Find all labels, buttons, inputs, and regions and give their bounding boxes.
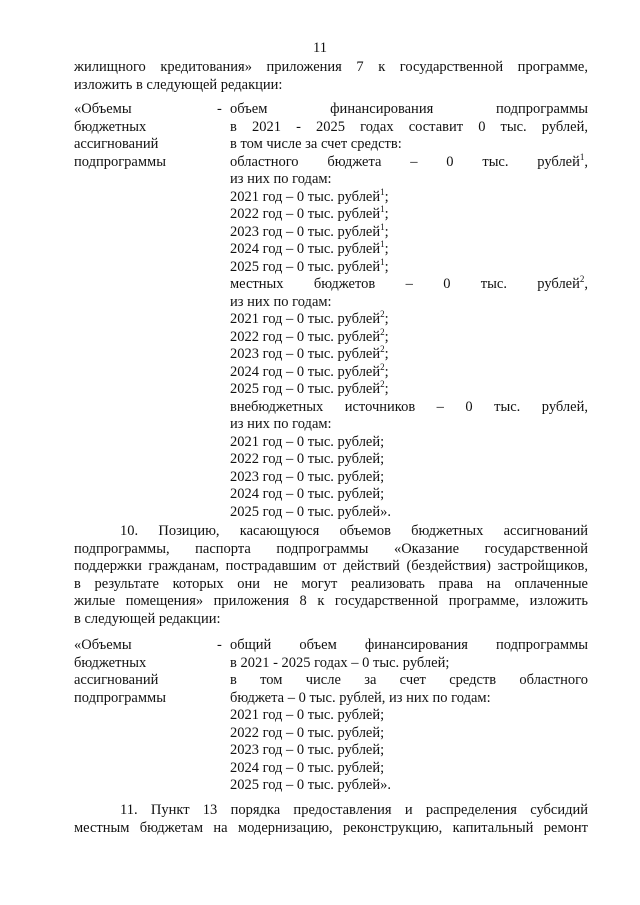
value-line: 2022 год – 0 тыс. рублей$^2$; xyxy=(230,326,389,345)
separator-dash: - xyxy=(217,637,222,653)
paragraph-line: поддержки гражданам, пострадавшим от действий (бездействия) застройщиков, xyxy=(74,558,588,574)
label-line: подпрограммы xyxy=(74,153,166,170)
funding-label xyxy=(74,637,214,707)
funding-values xyxy=(230,101,588,521)
paragraph-10 xyxy=(74,523,588,628)
value-line: 2021 год – 0 тыс. рублей; xyxy=(230,433,385,450)
value-line: 2022 год – 0 тыс. рублей; xyxy=(230,451,385,467)
intro-line: жилищного кредитования» приложения 7 к государственной программе, xyxy=(74,59,588,75)
value-line: 2024 год – 0 тыс. рублей; xyxy=(230,759,385,776)
paragraph-line: подпрограммы, паспорта подпрограммы «Оказание государственной xyxy=(74,540,588,557)
value-line: 2025 год – 0 тыс. рублей$^2$; xyxy=(230,379,389,397)
label-line: ассигнований xyxy=(74,672,159,688)
value-line: объем финансирования подпрограммы xyxy=(230,101,588,117)
value-line: областного бюджета – 0 тыс. рублей$^1$, xyxy=(230,151,588,170)
funding-table-7 xyxy=(74,101,588,521)
value-line: бюджета – 0 тыс. рублей, из них по годам: xyxy=(230,689,491,706)
value-line: в 2021 - 2025 годах составит 0 тыс. рублей, xyxy=(230,118,588,135)
value-line: 2023 год – 0 тыс. рублей; xyxy=(230,468,385,485)
value-line: в том числе за счет средств: xyxy=(230,136,402,152)
value-line: общий объем финансирования подпрограммы xyxy=(230,637,588,653)
paragraph-line: в результате которых они не могут реализовать права на оплаченные xyxy=(74,575,588,592)
paragraph-line: в следующей редакции: xyxy=(74,610,221,627)
value-line: из них по годам: xyxy=(230,416,332,432)
funding-label xyxy=(74,101,214,171)
page-number: 11 xyxy=(313,40,327,56)
paragraph-line: жилые помещения» приложения 8 к государственной программе, изложить xyxy=(74,593,588,609)
intro-paragraph xyxy=(74,59,588,94)
value-line: 2024 год – 0 тыс. рублей$^1$; xyxy=(230,239,389,257)
paragraph-line: 10. Позицию, касающуюся объемов бюджетных ассигнований xyxy=(120,523,588,539)
value-line: 2025 год – 0 тыс. рублей». xyxy=(230,503,392,520)
value-line: 2021 год – 0 тыс. рублей$^1$; xyxy=(230,186,389,205)
label-line: бюджетных xyxy=(74,118,147,135)
paragraph-line: 11. Пункт 13 порядка предоставления и распределения субсидий xyxy=(120,802,588,818)
value-line: 2022 год – 0 тыс. рублей$^1$; xyxy=(230,204,389,222)
value-line: 2024 год – 0 тыс. рублей$^2$; xyxy=(230,361,389,380)
intro-line: изложить в следующей редакции: xyxy=(74,76,283,93)
value-line: в 2021 - 2025 годах – 0 тыс. рублей; xyxy=(230,654,450,671)
label-line: «Объемы xyxy=(74,637,132,653)
value-line: в том числе за счет средств областного xyxy=(230,672,588,688)
value-line: 2022 год – 0 тыс. рублей; xyxy=(230,724,385,741)
value-line: из них по годам: xyxy=(230,171,332,187)
label-line: подпрограммы xyxy=(74,689,166,706)
funding-values xyxy=(230,637,588,795)
paragraph-11 xyxy=(74,802,588,837)
value-line: 2024 год – 0 тыс. рублей; xyxy=(230,486,385,502)
value-line: 2025 год – 0 тыс. рублей». xyxy=(230,777,392,793)
value-line: 2023 год – 0 тыс. рублей$^2$; xyxy=(230,344,389,362)
value-line: 2025 год – 0 тыс. рублей$^1$; xyxy=(230,256,389,275)
label-line: «Объемы xyxy=(74,101,132,117)
value-line: 2021 год – 0 тыс. рублей$^2$; xyxy=(230,309,389,327)
separator-dash: - xyxy=(217,101,222,117)
paragraph-line: местным бюджетам на модернизацию, реконструкцию, капитальный ремонт xyxy=(74,819,588,836)
funding-table-8 xyxy=(74,637,588,797)
value-line: из них по годам: xyxy=(230,293,332,310)
value-line: 2023 год – 0 тыс. рублей$^1$; xyxy=(230,221,389,240)
value-line: 2023 год – 0 тыс. рублей; xyxy=(230,742,385,758)
value-line: местных бюджетов – 0 тыс. рублей$^2$, xyxy=(230,274,588,292)
value-line: внебюджетных источников – 0 тыс. рублей, xyxy=(230,398,588,415)
label-line: ассигнований xyxy=(74,136,159,152)
value-line: 2021 год – 0 тыс. рублей; xyxy=(230,707,385,723)
label-line: бюджетных xyxy=(74,654,147,671)
